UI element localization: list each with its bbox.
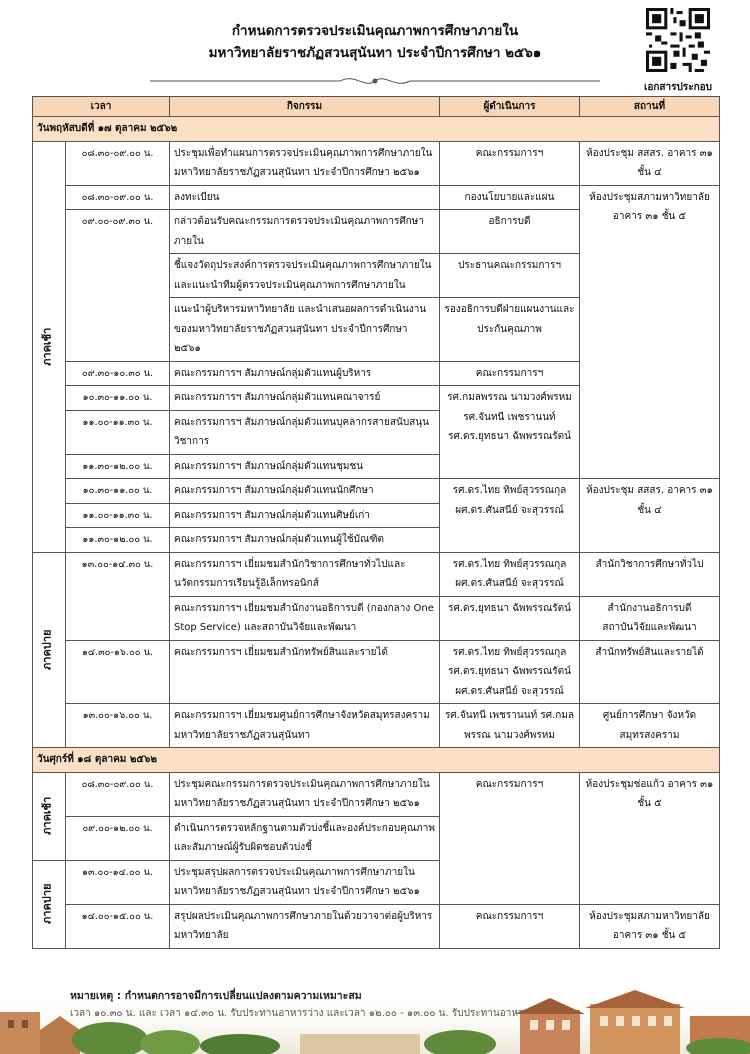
- activity-cell: คณะกรรมการฯ สัมภาษณ์กลุ่มตัวแทนผู้บริหาร: [170, 361, 440, 386]
- activity-cell: คณะกรรมการฯ สัมภาษณ์กลุ่มตัวแทนคณาจารย์: [170, 386, 440, 411]
- performer-cell: กองนโยบายและแผน: [440, 185, 580, 210]
- table-row: [33, 904, 720, 948]
- session-label: ภาคบ่าย: [40, 883, 54, 925]
- table-header-row: [33, 97, 720, 117]
- location-cell: ศูนย์การศึกษา จังหวัดสมุทรสงคราม: [580, 704, 720, 748]
- activity-cell: ดำเนินการตรวจหลักฐานตามตัวบ่งชี้และองค์ประกอบคุณภาพและสัมภาษณ์ผู้รับผิดชอบตัวบ่งชี้: [170, 816, 440, 860]
- activity-cell: คณะกรรมการฯ สัมภาษณ์กลุ่มตัวแทนชุมชน: [170, 454, 440, 479]
- session-cell: [33, 141, 66, 552]
- time-cell: ๐๘.๓๐-๐๙.๐๐ น.: [66, 185, 170, 210]
- day-row: [33, 117, 720, 142]
- location-cell: ห้องประชุมช่อแก้ว อาคาร ๓๑ ชั้น ๕: [580, 772, 720, 904]
- location-cell: ห้องประชุม สสสร. อาคาร ๓๑ ชั้น ๔: [580, 141, 720, 185]
- qr-code-icon[interactable]: [646, 8, 710, 72]
- time-cell: ๑๔.๐๐-๑๕.๐๐ น.: [66, 904, 170, 948]
- session-cell: [33, 860, 66, 948]
- activity-cell: คณะกรรมการฯ สัมภาษณ์กลุ่มตัวแทนผู้ใช้บัณฑิต: [170, 528, 440, 553]
- location-cell: สำนักทรัพย์สินและรายได้: [580, 640, 720, 704]
- activity-cell: คณะกรรมการฯ เยี่ยมชมสำนักวิชาการศึกษาทั่วไปและนวัตกรรมการเรียนรู้อิเล็กทรอนิกส์: [170, 552, 440, 596]
- activity-cell: คณะกรรมการฯ เยี่ยมชมสำนักงานอธิการบดี (กองกลาง One Stop Service) และสถาบันวิจัยและพัฒนา: [170, 596, 440, 640]
- time-cell: ๑๑.๓๐-๑๒.๐๐ น.: [66, 454, 170, 479]
- time-cell: ๑๐.๓๐-๑๑.๐๐ น.: [66, 479, 170, 504]
- col-header-performer: ผู้ดำเนินการ: [440, 97, 580, 117]
- activity-cell: ประชุมสรุปผลการตรวจประเมินคุณภาพการศึกษาภายใน มหาวิทยาลัยราชภัฏสวนสุนันทา ประจำปีการศึกษา ๒๕๖๑: [170, 860, 440, 904]
- time-cell: ๑๐.๓๐-๑๑.๐๐ น.: [66, 386, 170, 411]
- performer-cell: คณะกรรมการฯ: [440, 361, 580, 386]
- activity-cell: ลงทะเบียน: [170, 185, 440, 210]
- time-cell: ๑๑.๐๐-๑๑.๓๐ น.: [66, 410, 170, 454]
- activity-cell: กล่าวต้อนรับคณะกรรมการตรวจประเมินคุณภาพการศึกษาภายใน: [170, 210, 440, 254]
- performer-cell: รศ.ดร.ไทย ทิพย์สุวรรณกุล ผศ.ดร.ศันสนีย์ จะสุวรรณ์: [440, 552, 580, 596]
- location-cell: สำนักวิชาการศึกษาทั่วไป: [580, 552, 720, 596]
- location-cell: สำนักงานอธิการบดี สถาบันวิจัยและพัฒนา: [580, 596, 720, 640]
- performer-cell: รศ.ดร.ไทย ทิพย์สุวรรณกุล ผศ.ดร.ศันสนีย์ จะสุวรรณ์: [440, 479, 580, 553]
- activity-cell: สรุปผลประเมินคุณภาพการศึกษาภายในด้วยวาจาต่อผู้บริหารมหาวิทยาลัย: [170, 904, 440, 948]
- performer-cell: อธิการบดี: [440, 210, 580, 254]
- col-header-time: เวลา: [33, 97, 170, 117]
- time-cell: ๐๘.๓๐-๐๙.๐๐ น.: [66, 772, 170, 816]
- title-line-1: กำหนดการตรวจประเมินคุณภาพการศึกษาภายใน: [231, 23, 519, 39]
- time-cell: ๐๙.๐๐-๐๙.๓๐ น.: [66, 210, 170, 362]
- activity-cell: คณะกรรมการฯ สัมภาษณ์กลุ่มตัวแทนนักศึกษา: [170, 479, 440, 504]
- time-cell: ๑๑.๐๐-๑๑.๓๐ น.: [66, 503, 170, 528]
- time-cell: ๑๓.๐๐-๑๖.๐๐ น.: [66, 704, 170, 748]
- performer-cell: รศ.กมลพรรณ นามวงศ์พรหม รศ.จันทนี เพชรานนท์ รศ.ดร.ยุทธนา ฉัพพรรณรัตน์: [440, 386, 580, 479]
- location-cell: ห้องประชุมสภามหาวิทยาลัย อาคาร ๓๑ ชั้น ๕: [580, 185, 720, 479]
- day-label: วันศุกร์ที่ ๑๘ ตุลาคม ๒๕๖๒: [33, 748, 720, 773]
- performer-cell: ประธานคณะกรรมการฯ: [440, 254, 580, 298]
- location-cell: ห้องประชุม สสสร. อาคาร ๓๑ ชั้น ๔: [580, 479, 720, 553]
- performer-cell: รศ.จันทนี เพชรานนท์ รศ.กมลพรรณ นามวงศ์พรหม: [440, 704, 580, 748]
- session-cell: [33, 552, 66, 748]
- time-cell: ๑๑.๓๐-๑๒.๐๐ น.: [66, 528, 170, 553]
- schedule-table: [32, 96, 720, 949]
- location-cell: ห้องประชุมสภามหาวิทยาลัย อาคาร ๓๑ ชั้น ๕: [580, 904, 720, 948]
- table-row: [33, 640, 720, 704]
- day-row: [33, 748, 720, 773]
- session-label: ภาคเช้า: [40, 796, 54, 836]
- session-label: ภาคบ่าย: [40, 629, 54, 670]
- time-cell: ๑๔.๓๐-๑๖.๐๐ น.: [66, 640, 170, 704]
- title-line-2: มหาวิทยาลัยราชภัฏสวนสุนันทา ประจำปีการศึกษา ๒๕๖๑: [208, 45, 542, 61]
- table-row: [33, 141, 720, 185]
- table-row: [33, 479, 720, 504]
- activity-cell: คณะกรรมการฯ สัมภาษณ์กลุ่มตัวแทนบุคลากรสายสนับสนุนวิชาการ: [170, 410, 440, 454]
- campus-banner-image: [0, 990, 750, 1054]
- table-row: [33, 552, 720, 596]
- activity-cell: คณะกรรมการฯ เยี่ยมชมสำนักทรัพย์สินและรายได้: [170, 640, 440, 704]
- table-row: [33, 704, 720, 748]
- activity-cell: ชี้แจงวัตถุประสงค์การตรวจประเมินคุณภาพการศึกษาภายในและแนะนำทีมผู้ตรวจประเมินคุณภาพการศึกษาภายใน: [170, 254, 440, 298]
- activity-cell: ประชุมคณะกรรมการตรวจประเมินคุณภาพการศึกษาภายใน มหาวิทยาลัยราชภัฏสวนสุนันทา ประจำปีการศึกษา ๒๕๖๑: [170, 772, 440, 816]
- day-label: วันพฤหัสบดีที่ ๑๗ ตุลาคม ๒๕๖๒: [33, 117, 720, 142]
- activity-cell: แนะนำผู้บริหารมหาวิทยาลัย และนำเสนอผลการดำเนินงานของมหาวิทยาลัยราชภัฏสวนสุนันทา ประจำปีการศึกษา ๒๕๖๑: [170, 298, 440, 362]
- table-row: [33, 772, 720, 816]
- activity-cell: คณะกรรมการฯ เยี่ยมชมศูนย์การศึกษาจังหวัดสมุทรสงคราม มหาวิทยาลัยราชภัฏสวนสุนันทา: [170, 704, 440, 748]
- qr-caption: เอกสารประกอบ: [643, 82, 713, 93]
- time-cell: ๐๘.๓๐-๐๙.๐๐ น.: [66, 141, 170, 185]
- session-label: ภาคเช้า: [40, 327, 54, 366]
- performer-cell: รศ.ดร.ไทย ทิพย์สุวรรณกุล รศ.ดร.ยุทธนา ฉัพพรรณรัตน์ ผศ.ดร.ศันสนีย์ จะสุวรรณ์: [440, 640, 580, 704]
- session-cell: [33, 772, 66, 860]
- activity-cell: ประชุมเพื่อทำแผนการตรวจประเมินคุณภาพการศึกษาภายใน มหาวิทยาลัยราชภัฏสวนสุนันทา ประจำปีการศึกษา ๒๕๖๑: [170, 141, 440, 185]
- activity-cell: คณะกรรมการฯ สัมภาษณ์กลุ่มตัวแทนศิษย์เก่า: [170, 503, 440, 528]
- ornament-divider: [150, 74, 600, 88]
- time-cell: ๑๓.๐๐-๑๔.๐๐ น.: [66, 860, 170, 904]
- time-cell: ๑๓.๐๐-๑๔.๓๐ น.: [66, 552, 170, 640]
- table-row: [33, 185, 720, 210]
- col-header-activity: กิจกรรม: [170, 97, 440, 117]
- performer-cell: รองอธิการบดีฝ่ายแผนงานและประกันคุณภาพ: [440, 298, 580, 362]
- performer-cell: คณะกรรมการฯ: [440, 772, 580, 904]
- col-header-location: สถานที่: [580, 97, 720, 117]
- performer-cell: คณะกรรมการฯ: [440, 904, 580, 948]
- document-title: [150, 20, 600, 64]
- performer-cell: รศ.ดร.ยุทธนา ฉัพพรรณรัตน์: [440, 596, 580, 640]
- time-cell: ๐๙.๐๐-๑๒.๐๐ น.: [66, 816, 170, 860]
- time-cell: ๐๙.๓๐-๑๐.๓๐ น.: [66, 361, 170, 386]
- performer-cell: คณะกรรมการฯ: [440, 141, 580, 185]
